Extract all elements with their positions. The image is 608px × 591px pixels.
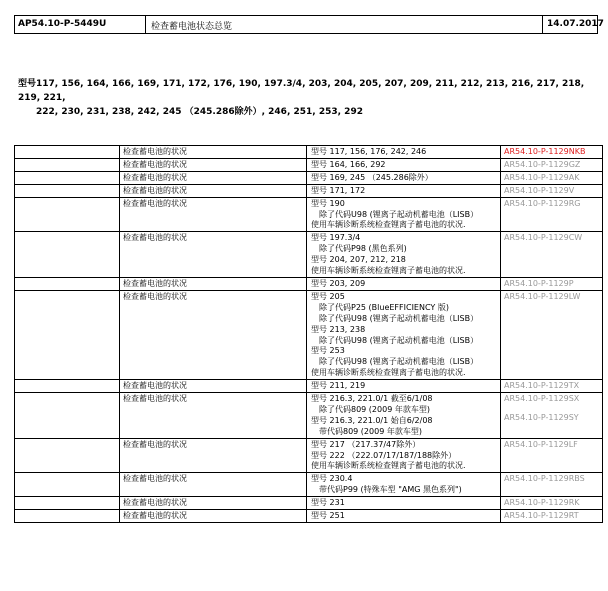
row-doc-reference	[501, 158, 603, 171]
model-line: 带代码809 (2009 年款车型)	[319, 426, 422, 436]
doc-reference-link[interactable]: AR54.10-P-1129AK	[504, 172, 580, 182]
table-row	[15, 184, 603, 197]
table-row	[15, 146, 603, 159]
row-description: 检查蓄电池的状况	[120, 158, 307, 171]
row-blank-cell	[15, 438, 120, 473]
applicable-models	[18, 77, 600, 119]
model-line: 型号 216.3, 221.0/1 截至6/1/08	[311, 394, 433, 404]
row-models	[307, 393, 501, 439]
table-row	[15, 277, 603, 290]
doc-reference-link	[504, 405, 600, 413]
table-row	[15, 510, 603, 523]
doc-reference-link[interactable]: AR54.10-P-1129RBS	[504, 474, 585, 484]
row-blank-cell	[15, 197, 120, 232]
model-line: 型号 211, 219	[311, 381, 366, 391]
row-description: 检查蓄电池的状况	[120, 497, 307, 510]
doc-reference-link[interactable]: AR54.10-P-1129CW	[504, 233, 583, 243]
model-line: 型号 205	[311, 291, 345, 301]
row-description: 检查蓄电池的状况	[120, 380, 307, 393]
doc-reference-link[interactable]: AR54.10-P-1129RK	[504, 498, 580, 508]
row-models	[307, 510, 501, 523]
row-blank-cell	[15, 380, 120, 393]
row-doc-reference	[501, 277, 603, 290]
doc-reference-link[interactable]: AR54.10-P-1129SX	[504, 394, 580, 404]
doc-reference-link[interactable]: AR54.10-P-1129P	[504, 278, 574, 288]
row-doc-reference	[501, 232, 603, 278]
doc-reference-link[interactable]: AR54.10-P-1129RG	[504, 198, 581, 208]
model-line: 除了代码P25 (BlueEFFICIENCY 版)	[319, 302, 449, 312]
row-models	[307, 158, 501, 171]
table-row	[15, 393, 603, 439]
models-line-1: 型号117, 156, 164, 166, 169, 171, 172, 176, 190, 197.3/4, 203, 204, 205, 207, 209, 211, 212, 213, 216, 217, 218, 219, 221,	[18, 79, 585, 103]
model-line: 使用车辆诊断系统检查锂离子蓄电池的状况.	[311, 266, 466, 276]
row-models	[307, 438, 501, 473]
table-row	[15, 232, 603, 278]
row-blank-cell	[15, 473, 120, 497]
model-line: 型号 204, 207, 212, 218	[311, 255, 406, 265]
row-description: 检查蓄电池的状况	[120, 393, 307, 439]
doc-reference-link[interactable]: AR54.10-P-1129V	[504, 185, 575, 195]
row-blank-cell	[15, 497, 120, 510]
row-models	[307, 497, 501, 510]
doc-title: 检查蓄电池状态总览	[146, 16, 543, 33]
row-models	[307, 277, 501, 290]
row-doc-reference	[501, 146, 603, 159]
row-models	[307, 184, 501, 197]
row-blank-cell	[15, 393, 120, 439]
row-description: 检查蓄电池的状况	[120, 510, 307, 523]
row-doc-reference	[501, 380, 603, 393]
row-doc-reference	[501, 510, 603, 523]
row-blank-cell	[15, 277, 120, 290]
model-line: 使用车辆诊断系统检查锂离子蓄电池的状况.	[311, 368, 466, 378]
table-row	[15, 158, 603, 171]
row-blank-cell	[15, 232, 120, 278]
row-models	[307, 290, 501, 379]
row-doc-reference	[501, 473, 603, 497]
doc-reference-link[interactable]: AR54.10-P-1129GZ	[504, 159, 581, 169]
doc-reference-link[interactable]: AR54.10-P-1129LF	[504, 439, 578, 449]
row-models	[307, 473, 501, 497]
doc-id: AP54.10-P-5449U	[15, 16, 146, 33]
model-line: 使用车辆诊断系统检查锂离子蓄电池的状况.	[311, 220, 466, 230]
doc-reference-link[interactable]: AR54.10-P-1129TX	[504, 381, 580, 391]
model-line: 型号 171, 172	[311, 185, 366, 195]
table-row	[15, 290, 603, 379]
model-line: 型号 117, 156, 176, 242, 246	[311, 147, 427, 156]
table-row	[15, 473, 603, 497]
model-line: 型号 216.3, 221.0/1 始自6/2/08	[311, 415, 433, 425]
model-line: 型号 222 （222.07/17/187/188除外）	[311, 450, 457, 460]
row-description: 检查蓄电池的状况	[120, 473, 307, 497]
model-line: 型号 203, 209	[311, 278, 366, 288]
row-doc-reference	[501, 197, 603, 232]
model-line: 型号 253	[311, 346, 345, 356]
row-description: 检查蓄电池的状况	[120, 171, 307, 184]
row-doc-reference	[501, 497, 603, 510]
table-row	[15, 497, 603, 510]
row-doc-reference	[501, 171, 603, 184]
model-line: 型号 213, 238	[311, 324, 366, 334]
models-line-2: 222, 230, 231, 238, 242, 245 （245.286除外）, 246, 251, 253, 292	[36, 107, 363, 117]
model-line: 除了代码U98 (锂离子起动机蓄电池（LISB）	[319, 209, 479, 219]
row-blank-cell	[15, 146, 120, 159]
model-line: 除了代码U98 (锂离子起动机蓄电池（LISB）	[319, 313, 479, 323]
row-models	[307, 146, 501, 159]
table-row	[15, 197, 603, 232]
row-description: 检查蓄电池的状况	[120, 146, 307, 159]
doc-date: 14.07.2017	[547, 19, 604, 29]
model-line: 型号 190	[311, 198, 345, 208]
row-description: 检查蓄电池的状况	[120, 197, 307, 232]
model-line: 除了代码U98 (锂离子起动机蓄电池（LISB）	[319, 335, 479, 345]
model-line: 型号 251	[311, 511, 345, 521]
model-line: 除了代码P98 (黑色系列)	[319, 244, 407, 254]
doc-reference-link[interactable]: AR54.10-P-1129LW	[504, 291, 581, 301]
table-row	[15, 380, 603, 393]
row-models	[307, 232, 501, 278]
model-line: 型号 169, 245 （245.286除外）	[311, 172, 433, 182]
row-blank-cell	[15, 184, 120, 197]
model-line: 型号 230.4	[311, 474, 353, 484]
row-blank-cell	[15, 290, 120, 379]
row-description: 检查蓄电池的状况	[120, 438, 307, 473]
row-description: 检查蓄电池的状况	[120, 277, 307, 290]
row-description: 检查蓄电池的状况	[120, 184, 307, 197]
model-line: 除了代码809 (2009 年款车型)	[319, 404, 430, 414]
row-models	[307, 171, 501, 184]
model-line: 带代码P99 (特殊车型 "AMG 黑色系列")	[319, 485, 462, 495]
row-description: 检查蓄电池的状况	[120, 232, 307, 278]
model-line: 型号 231	[311, 498, 345, 508]
row-blank-cell	[15, 510, 120, 523]
doc-reference-link[interactable]: AR54.10-P-1129SY	[504, 412, 579, 422]
doc-reference-link[interactable]: AR54.10-P-1129RT	[504, 511, 579, 521]
table-row	[15, 171, 603, 184]
document-header	[14, 15, 604, 34]
model-line: 除了代码U98 (锂离子起动机蓄电池（LISB）	[319, 357, 479, 367]
row-doc-reference	[501, 290, 603, 379]
row-models	[307, 380, 501, 393]
row-blank-cell	[15, 158, 120, 171]
row-doc-reference	[501, 393, 603, 439]
model-line: 型号 164, 166, 292	[311, 159, 386, 169]
model-line: 型号 197.3/4	[311, 233, 361, 243]
doc-reference-link[interactable]: AR54.10-P-1129NKB	[504, 147, 586, 156]
row-doc-reference	[501, 184, 603, 197]
model-line: 型号 217 （217.37/47除外）	[311, 439, 421, 449]
model-line: 使用车辆诊断系统检查锂离子蓄电池的状况.	[311, 461, 466, 471]
table-row	[15, 438, 603, 473]
row-blank-cell	[15, 171, 120, 184]
row-description: 检查蓄电池的状况	[120, 290, 307, 379]
row-doc-reference	[501, 438, 603, 473]
row-models	[307, 197, 501, 232]
battery-check-table	[14, 145, 603, 523]
